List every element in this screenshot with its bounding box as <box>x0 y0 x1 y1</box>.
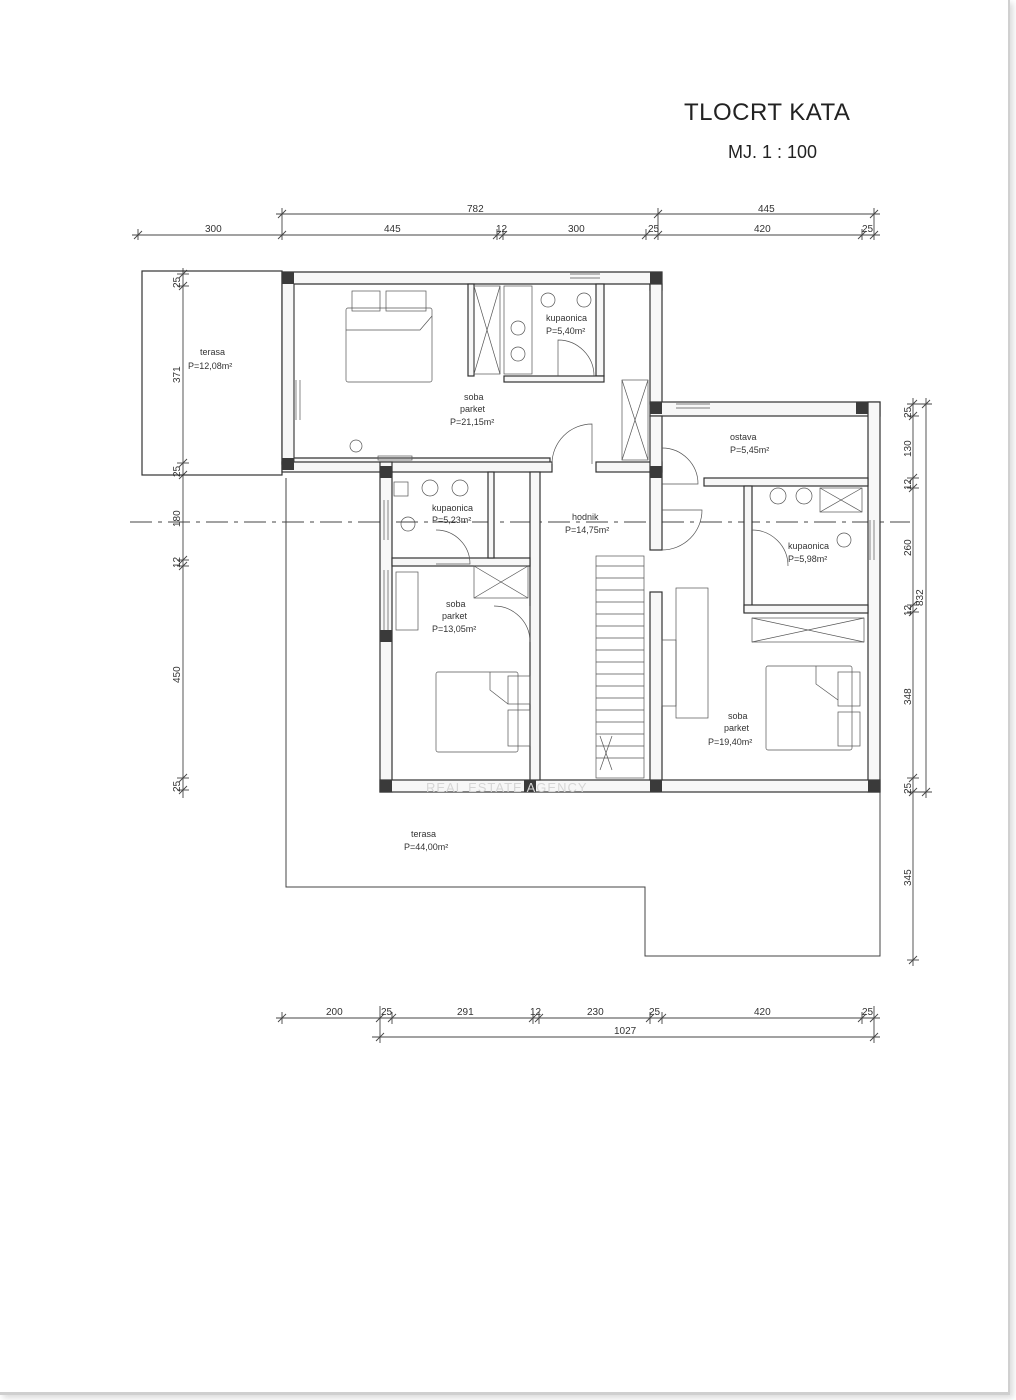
dim-bottom-200: 200 <box>326 1007 343 1018</box>
dim-left-180: 180 <box>172 510 183 527</box>
dim-bottom-230: 230 <box>587 1007 604 1018</box>
ostava-area: P=5,45m² <box>730 445 770 455</box>
dim-bottom-25c: 25 <box>862 1007 874 1018</box>
watermark: REAL ESTATE AGENCY <box>426 780 588 795</box>
ostava-name: ostava <box>730 432 757 442</box>
soba-west-floor: parket <box>442 611 468 621</box>
dim-top2-25b: 25 <box>862 224 874 235</box>
terasa-south-area: P=44,00m² <box>404 842 449 852</box>
dim-right-25b: 25 <box>903 782 914 794</box>
hodnik-name: hodnik <box>572 512 599 522</box>
plan-title: TLOCRT KATA <box>684 99 851 126</box>
plan-scale: MJ. 1 : 100 <box>728 142 818 162</box>
dim-left-450: 450 <box>172 666 183 683</box>
kupaonica-north-area: P=5,40m² <box>546 326 586 336</box>
soba-west-name: soba <box>446 599 466 609</box>
terasa-west-name: terasa <box>200 347 226 357</box>
kupaonica-east-name: kupaonica <box>788 541 830 551</box>
soba-east-area: P=19,40m² <box>708 737 753 747</box>
dim-right-260: 260 <box>903 539 914 556</box>
dim-bottom-25: 25 <box>381 1007 393 1018</box>
kupaonica-east-area: P=5,98m² <box>788 554 828 564</box>
dim-top2-12: 12 <box>496 224 508 235</box>
dim-top-782: 782 <box>467 204 484 215</box>
dim-top2-420: 420 <box>754 224 771 235</box>
terasa-west-area: P=12,08m² <box>188 361 233 371</box>
soba-east-name: soba <box>728 711 748 721</box>
dim-left-371: 371 <box>172 366 183 383</box>
soba-north-name: soba <box>464 392 484 402</box>
dim-left-12: 12 <box>172 556 183 568</box>
dim-right-25: 25 <box>903 406 914 418</box>
soba-north-floor: parket <box>460 404 486 414</box>
dim-right-832: 832 <box>915 589 926 606</box>
dim-top2-300: 300 <box>205 224 222 235</box>
dim-left-25b: 25 <box>172 465 183 477</box>
dim-bottom-420: 420 <box>754 1007 771 1018</box>
soba-north-area: P=21,15m² <box>450 417 495 427</box>
dim-left-25: 25 <box>172 276 183 288</box>
dim-right-345: 345 <box>903 869 914 886</box>
dim-top2-445: 445 <box>384 224 401 235</box>
dim-right-12: 12 <box>903 478 914 490</box>
dim-top2-300b: 300 <box>568 224 585 235</box>
dim-right-12b: 12 <box>903 604 914 616</box>
right-dimension-line <box>903 398 932 966</box>
bottom-dimension-lines <box>276 1006 880 1043</box>
terrace-west-outline <box>142 271 282 475</box>
dim-top-445: 445 <box>758 204 775 215</box>
terasa-south-name: terasa <box>411 829 437 839</box>
dim-bottom-291: 291 <box>457 1007 474 1018</box>
dim-bottom-1027: 1027 <box>614 1026 637 1037</box>
hodnik-area: P=14,75m² <box>565 525 610 535</box>
dim-bottom-12: 12 <box>530 1007 542 1018</box>
dim-left-25c: 25 <box>172 780 183 792</box>
kupaonica-mid-name: kupaonica <box>432 503 474 513</box>
dim-bottom-25b: 25 <box>649 1007 661 1018</box>
kupaonica-north-name: kupaonica <box>546 313 588 323</box>
kupaonica-mid-area: P=5,23m² <box>432 515 472 525</box>
dim-top2-25: 25 <box>648 224 660 235</box>
left-dimension-line <box>172 268 189 798</box>
dim-right-348: 348 <box>903 688 914 705</box>
soba-east-floor: parket <box>724 723 750 733</box>
soba-west-area: P=13,05m² <box>432 624 477 634</box>
dim-right-130: 130 <box>903 440 914 457</box>
top-dimension-lines <box>132 204 880 240</box>
